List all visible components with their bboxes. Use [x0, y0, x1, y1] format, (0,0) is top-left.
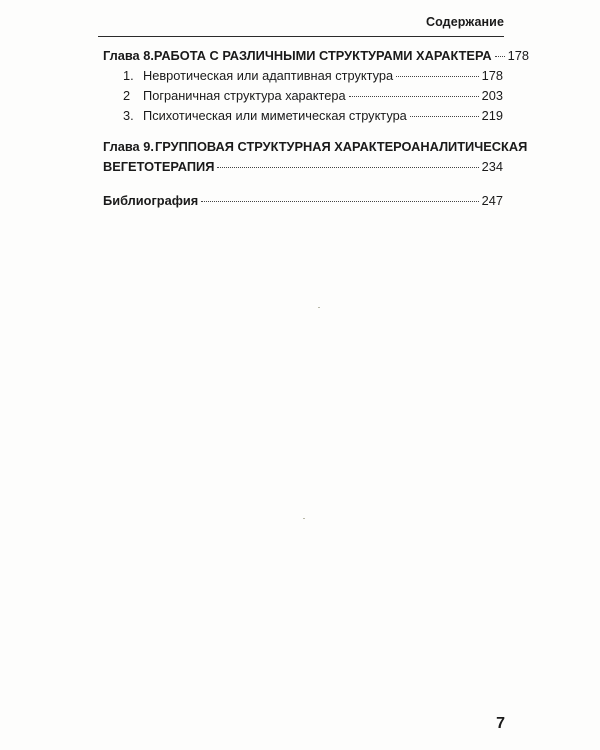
page-number: 219: [481, 108, 503, 123]
section-title: Пограничная структура характера: [143, 88, 346, 103]
chapter-title: РАБОТА С РАЗЛИЧНЫМИ СТРУКТУРАМИ ХАРАКТЕРА: [153, 48, 492, 63]
chapter-title-line-1: [103, 137, 528, 157]
toc-entry-section-8-2[interactable]: [103, 86, 503, 106]
section-number: 3.: [123, 108, 134, 123]
section-title: Невротическая или адаптивная структура: [143, 68, 394, 83]
page-number: 203: [481, 88, 503, 103]
page-number: 178: [481, 68, 503, 83]
leader-dots: [217, 167, 478, 168]
section-title: Психотическая или миметическая структура: [143, 108, 407, 123]
toc-entry-section-8-3[interactable]: [103, 106, 503, 126]
toc-entry-chapter-9[interactable]: [103, 137, 528, 177]
toc-entry-bibliography[interactable]: [103, 191, 503, 211]
toc-entry-chapter-8[interactable]: [103, 46, 529, 66]
section-number: 2: [123, 88, 131, 103]
page-number: 247: [481, 193, 503, 208]
folio-page-number: 7: [496, 715, 505, 732]
section-number: 1.: [123, 68, 134, 83]
paper-speck: [318, 307, 320, 308]
chapter-number: Глава 8.: [103, 48, 154, 63]
toc-entry-section-8-1[interactable]: [103, 66, 503, 86]
header-rule: [98, 36, 504, 37]
paper-speck: [303, 518, 305, 519]
bibliography-title: Библиография: [103, 193, 199, 208]
chapter-number: Глава 9.: [103, 139, 154, 154]
leader-dots: [201, 201, 478, 202]
leader-dots: [396, 76, 479, 77]
chapter-title-continuation: ВЕГЕТОТЕРАПИЯ: [103, 159, 215, 174]
chapter-title: ГРУППОВАЯ СТРУКТУРНАЯ ХАРАКТЕРОАНАЛИТИЧЕСКАЯ: [155, 139, 528, 154]
running-head: Содержание: [425, 15, 504, 29]
page-number: 234: [481, 159, 503, 174]
page-number: 178: [507, 48, 529, 63]
chapter-title-line-2: [103, 157, 503, 177]
table-of-contents: [103, 46, 529, 211]
leader-dots: [410, 116, 479, 117]
leader-dots: [495, 56, 505, 57]
leader-dots: [349, 96, 479, 97]
